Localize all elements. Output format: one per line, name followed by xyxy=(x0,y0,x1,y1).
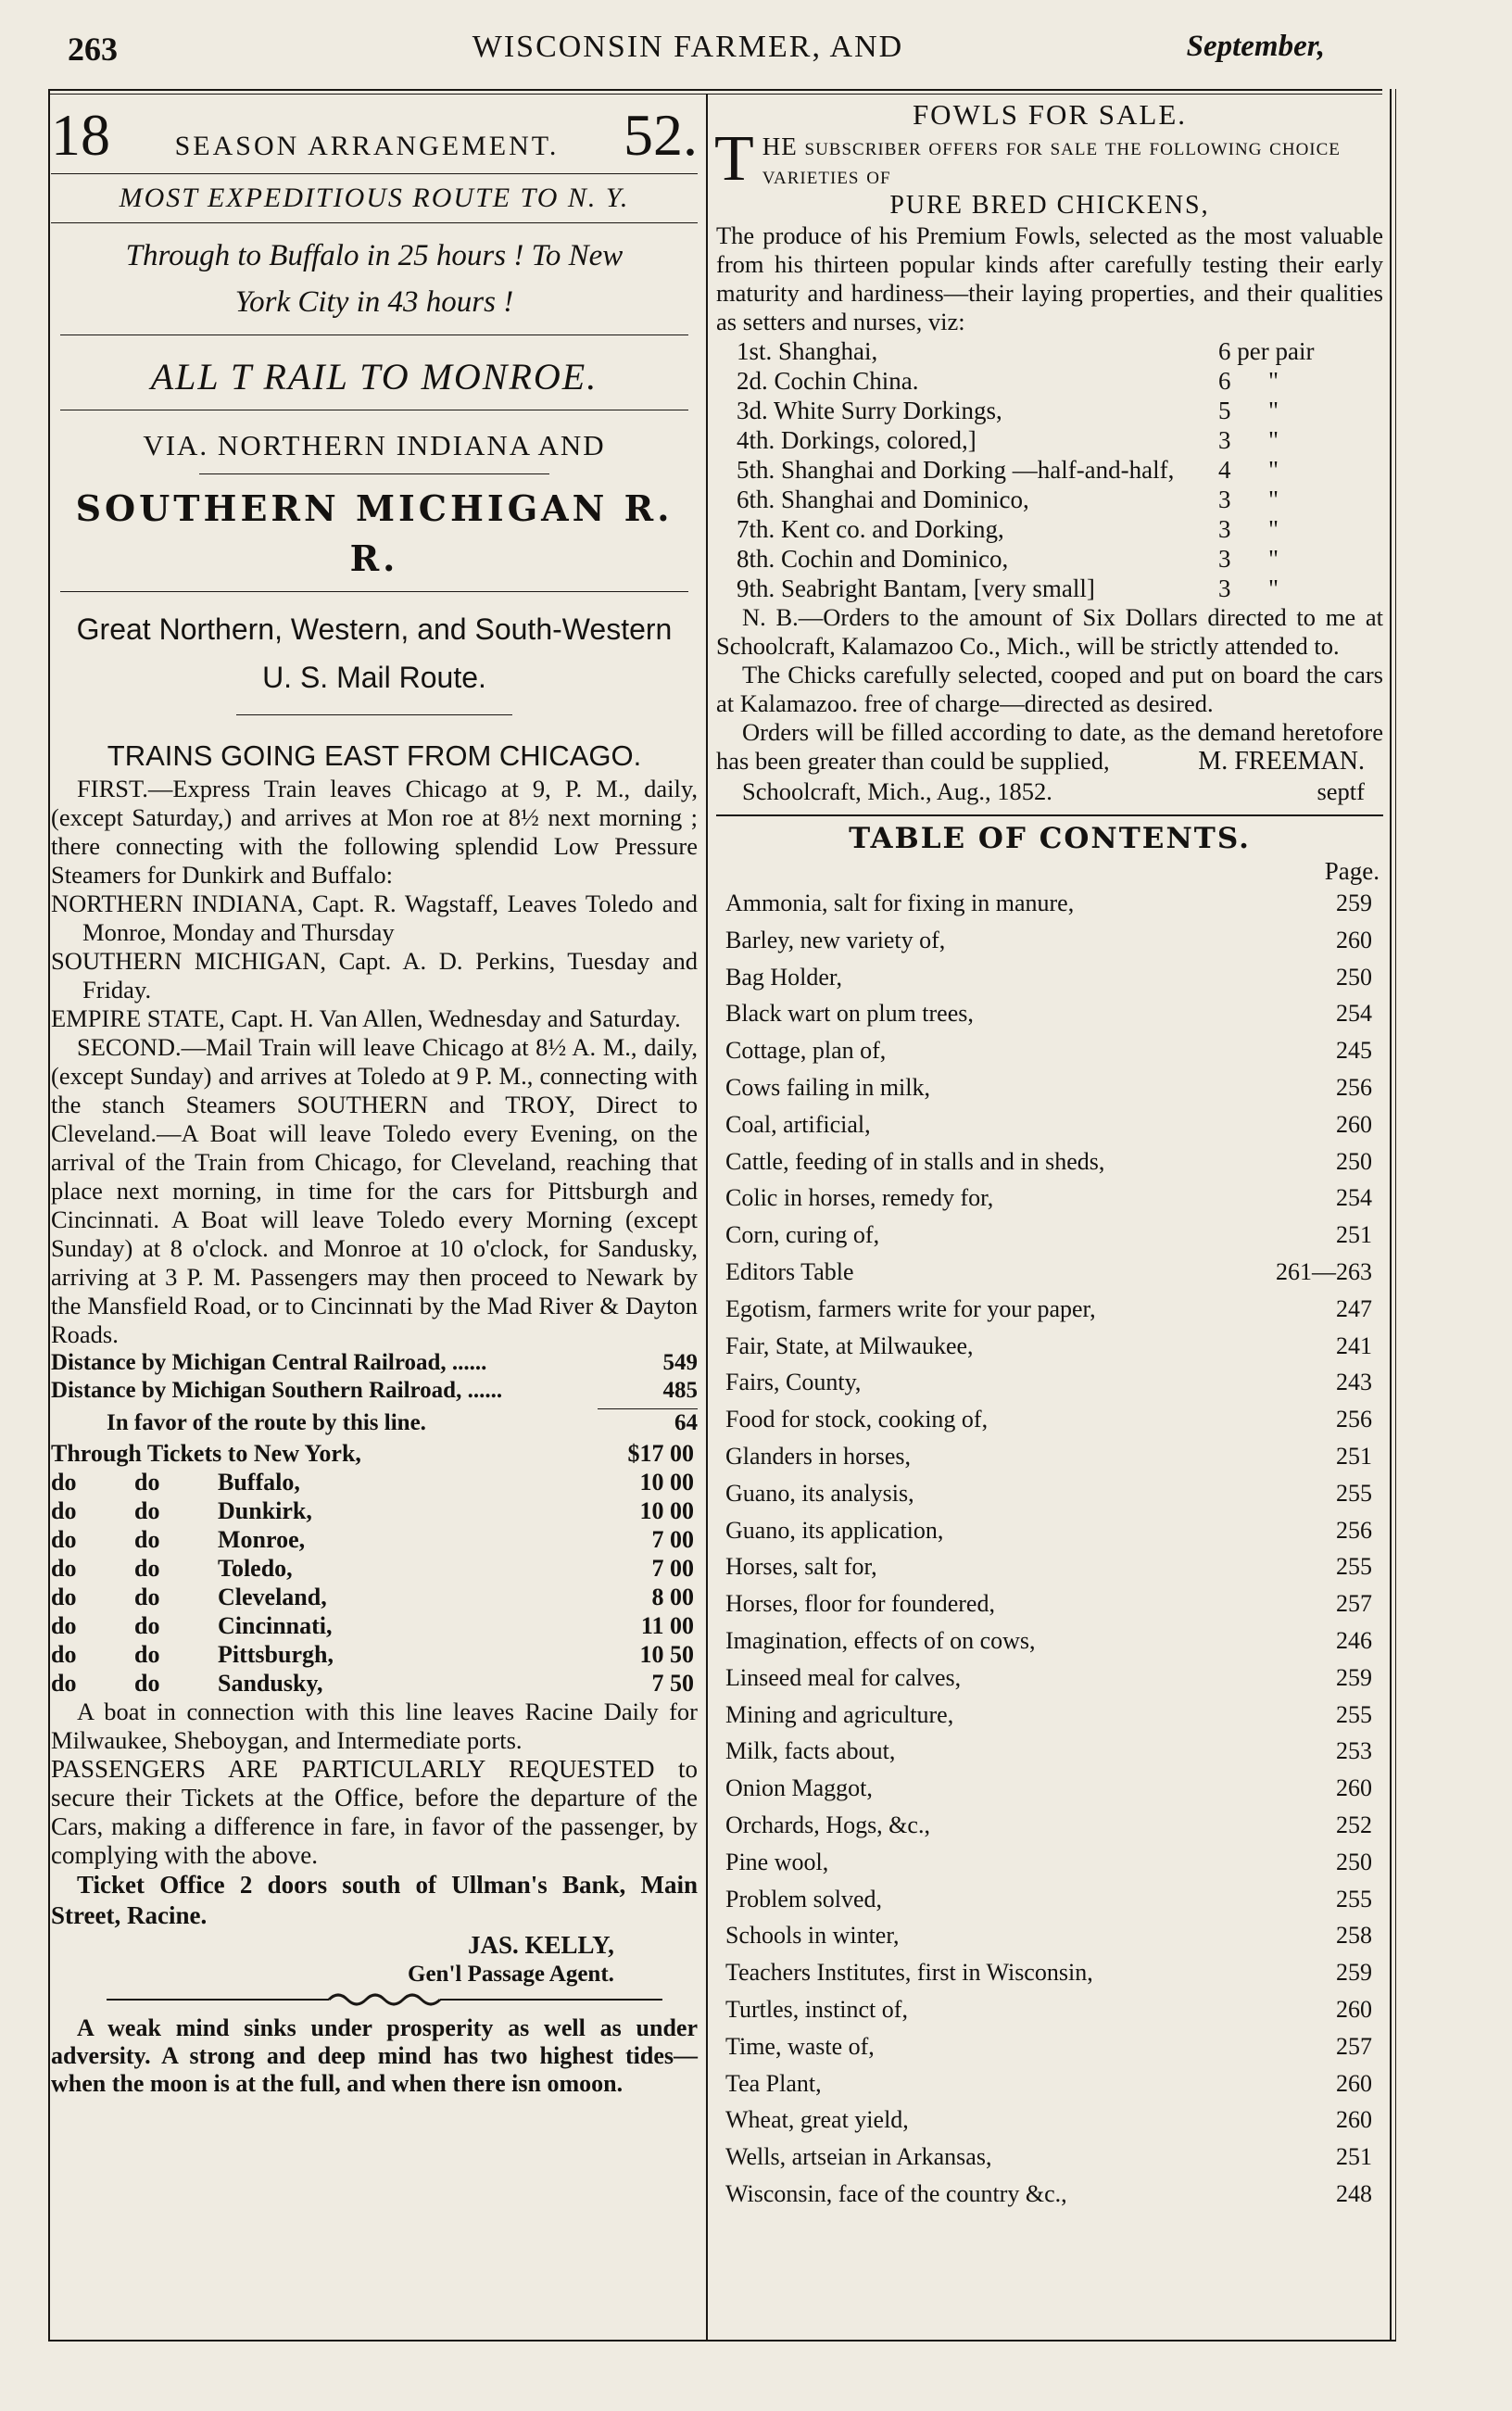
toc-entry-title: Fairs, County, xyxy=(725,1369,862,1396)
column-divider xyxy=(706,94,708,2341)
fare-ditto: do xyxy=(51,1670,77,1697)
fare-ditto: do xyxy=(51,1641,77,1668)
toc-entry-title: Bag Holder, xyxy=(725,963,843,991)
toc-entry xyxy=(725,1770,1372,1807)
fare-ditto: do xyxy=(134,1584,160,1610)
toc-entry xyxy=(725,1106,1372,1143)
toc-entry-page: 250 xyxy=(1336,963,1372,991)
chicken-variety: 6th. Shanghai and Dominico, xyxy=(737,486,1029,513)
left-border xyxy=(48,89,50,2341)
chicken-variety: 1st. Shanghai, xyxy=(737,337,878,365)
chicken-variety: 4th. Dorkings, colored,] xyxy=(737,426,976,454)
toc-entry-page: 251 xyxy=(1336,1442,1372,1470)
dateline-code: septf xyxy=(1317,777,1365,805)
via-line: VIA. NORTHERN INDIANA AND xyxy=(143,429,606,461)
chicken-row xyxy=(737,396,1383,425)
fare-row xyxy=(51,1496,698,1525)
chicken-price: 3 " xyxy=(1218,574,1279,602)
drop-cap: T xyxy=(714,123,755,195)
chicken-row xyxy=(737,544,1383,574)
fare-ditto: do xyxy=(134,1469,160,1496)
through-line-2: York City in 43 hours ! xyxy=(234,285,514,319)
chicken-row xyxy=(737,336,1383,366)
toc-entry xyxy=(725,1364,1372,1401)
toc-entry xyxy=(725,1548,1372,1585)
fare-ditto: do xyxy=(134,1612,160,1639)
season-heading: SEASON ARRANGEMENT. xyxy=(174,131,560,161)
orders-paragraph: Orders will be filled according to date, as the demand heretofore has been greater than could be supplied, xyxy=(716,718,1383,775)
toc-entry-page: 247 xyxy=(1336,1294,1372,1322)
ticket-office-line: Ticket Office 2 doors south of Ullman's Bank, Main Street, Racine. xyxy=(51,1871,698,1929)
toc-entry-page: 251 xyxy=(1336,2143,1372,2171)
fares-table xyxy=(51,1439,698,1698)
toc-entry xyxy=(725,885,1372,922)
toc-entry-title: Mining and agriculture, xyxy=(725,1700,954,1728)
fare-row xyxy=(51,1640,698,1669)
issue-month: September, xyxy=(1186,30,1325,63)
toc-entry-title: Guano, its analysis, xyxy=(725,1479,914,1507)
top-rule xyxy=(48,89,1382,91)
fowls-heading: FOWLS FOR SALE. xyxy=(912,98,1188,131)
toc-entry-title: Teachers Institutes, first in Wisconsin, xyxy=(725,1959,1093,1987)
divider xyxy=(51,173,698,174)
toc-entry-title: Orchards, Hogs, &c., xyxy=(725,1811,930,1838)
chicken-price: 3 " xyxy=(1218,486,1279,513)
chicken-variety: 3d. White Surry Dorkings, xyxy=(737,397,1002,424)
fowls-intro xyxy=(714,123,1383,195)
toc-entry-page: 250 xyxy=(1336,1848,1372,1875)
toc-entry-title: Problem solved, xyxy=(725,1885,882,1912)
toc-entry-title: Wheat, great yield, xyxy=(725,2106,909,2134)
toc-entry xyxy=(725,2176,1372,2213)
nb-paragraph: N. B.—Orders to the amount of Six Dollars directed to me at Schoolcraft, Kalamazoo Co., Mich., will be strictly attended to. xyxy=(716,603,1383,660)
toc-entry-page: 260 xyxy=(1336,1110,1372,1138)
toc-entry-title: Cattle, feeding of in stalls and in sheds, xyxy=(725,1147,1105,1175)
chicken-row xyxy=(737,485,1383,514)
distance-central-label: Distance by Michigan Central Railroad, ...... xyxy=(51,1350,487,1375)
toc-entry-page: 256 xyxy=(1336,1406,1372,1433)
toc-entry-title: Glanders in horses, xyxy=(725,1442,912,1470)
agent-title: Gen'l Passage Agent. xyxy=(408,1962,614,1987)
chicken-price: 6 per pair xyxy=(1218,337,1315,365)
toc-entry-page: 251 xyxy=(1336,1221,1372,1249)
toc-entry xyxy=(725,1401,1372,1438)
toc-entry-title: Black wart on plum trees, xyxy=(725,1000,974,1028)
fare-amount: 10 00 xyxy=(639,1469,694,1496)
season-line xyxy=(51,101,698,170)
chicken-row xyxy=(737,425,1383,455)
distance-southern-value: 485 xyxy=(662,1378,698,1403)
chicken-row xyxy=(737,514,1383,544)
toc-entry-page: 254 xyxy=(1336,1000,1372,1028)
fare-row xyxy=(51,1554,698,1583)
sum-rule xyxy=(598,1408,698,1409)
toc-entry-title: Pine wool, xyxy=(725,1848,829,1875)
favor-line xyxy=(51,1409,698,1437)
divider xyxy=(60,591,688,592)
toc-entry-page: 260 xyxy=(1336,1774,1372,1802)
chicken-price: 3 " xyxy=(1218,426,1279,454)
chicken-price-list xyxy=(716,336,1383,603)
fare-amount: 11 00 xyxy=(640,1612,694,1639)
maxim-paragraph: A weak mind sinks under prosperity as well as under adversity. A strong and deep mind has two highest tides—when the moon is at the full, and when there isn omoon. xyxy=(51,2014,698,2097)
fowls-and-contents xyxy=(716,97,1383,2213)
toc-entry-title: Cows failing in milk, xyxy=(725,1073,930,1101)
toc-entry xyxy=(725,1844,1372,1881)
distance-central-value: 549 xyxy=(662,1350,698,1375)
toc-list xyxy=(716,885,1383,2213)
season-year-right: 52. xyxy=(624,102,698,168)
chicken-variety: 2d. Cochin China. xyxy=(737,367,919,395)
through-line-1: Through to Buffalo in 25 hours ! To New xyxy=(125,239,624,272)
advertiser-signature: M. FREEMAN. xyxy=(1198,747,1365,776)
distance-central xyxy=(51,1349,698,1377)
fare-ditto: do xyxy=(51,1526,77,1553)
fare-destination: Buffalo, xyxy=(218,1469,300,1496)
toc-entry-page: 260 xyxy=(1336,1995,1372,2023)
toc-entry-page: 259 xyxy=(1336,1663,1372,1691)
wavy-divider-ornament xyxy=(51,1990,698,2009)
chicken-row xyxy=(737,455,1383,485)
fare-amount: $17 00 xyxy=(627,1440,694,1467)
toc-top-rule xyxy=(716,814,1383,816)
fare-ditto: do xyxy=(134,1641,160,1668)
fare-destination: Monroe, xyxy=(218,1526,306,1553)
toc-entry xyxy=(725,1660,1372,1697)
page-header xyxy=(51,28,1325,74)
toc-entry-page: 253 xyxy=(1336,1737,1372,1765)
toc-entry-title: Coal, artificial, xyxy=(725,1110,871,1138)
toc-entry-page: 255 xyxy=(1336,1700,1372,1728)
agent-name: JAS. KELLY, xyxy=(468,1931,614,1959)
fare-destination: Toledo, xyxy=(218,1555,293,1582)
intro-text: HE subscriber offers for sale the following choice varieties of xyxy=(762,133,1341,189)
steamer-northern-indiana: NORTHERN INDIANA, Capt. R. Wagstaff, Leaves Toledo and Monroe, Monday and Thursday xyxy=(51,890,698,946)
dateline-place: Schoolcraft, Mich., Aug., 1852. xyxy=(742,777,1052,805)
toc-entry-page: 241 xyxy=(1336,1332,1372,1359)
toc-entry xyxy=(725,2102,1372,2139)
rail-line: ALL T RAIL TO MONROE. xyxy=(150,356,598,398)
passengers-notice: PASSENGERS ARE PARTICULARLY REQUESTED to secure their Tickets at the Office, before the departure of the Cars, making a difference in fare, in favor of the passenger, by complying with the above. xyxy=(51,1755,698,1869)
toc-entry-page: 260 xyxy=(1336,926,1372,953)
fare-ditto: do xyxy=(51,1555,77,1582)
toc-entry-title: Linseed meal for calves, xyxy=(725,1663,962,1691)
toc-entry-title: Corn, curing of, xyxy=(725,1221,880,1249)
chicks-paragraph: The Chicks carefully selected, cooped and put on board the cars at Kalamazoo. free of charge—directed as desired. xyxy=(716,661,1383,717)
route-line: MOST EXPEDITIOUS ROUTE TO N. Y. xyxy=(119,183,630,213)
chicken-price: 6 " xyxy=(1218,367,1279,395)
toc-entry xyxy=(725,1254,1372,1291)
right-border-thin xyxy=(1395,89,1396,2341)
toc-entry xyxy=(725,1032,1372,1069)
toc-entry-page: 243 xyxy=(1336,1369,1372,1396)
toc-entry-page: 246 xyxy=(1336,1626,1372,1654)
toc-entry xyxy=(725,1328,1372,1365)
favor-value: 64 xyxy=(674,1410,698,1435)
toc-entry-page: 255 xyxy=(1336,1885,1372,1912)
toc-entry xyxy=(725,2065,1372,2102)
toc-entry-page: 256 xyxy=(1336,1073,1372,1101)
chicken-row xyxy=(737,574,1383,603)
distance-southern-label: Distance by Michigan Southern Railroad, ...... xyxy=(51,1378,503,1403)
page-number: 263 xyxy=(68,31,118,68)
toc-entry-title: Schools in winter, xyxy=(725,1922,900,1950)
railroad-advertisement xyxy=(51,97,698,2098)
first-train-paragraph: FIRST.—Express Train leaves Chicago at 9, P. M., daily, (except Saturday,) and arrives at Mon roe at 8½ next morning ; there connecting with the following splendid Low Pressure Steamers for Dunkirk and Buffalo: xyxy=(51,775,698,889)
pure-bred-heading: PURE BRED CHICKENS, xyxy=(889,191,1210,220)
steamer-empire-state: EMPIRE STATE, Capt. H. Van Allen, Wednesday and Saturday. xyxy=(51,1004,681,1032)
top-rule-thin xyxy=(48,94,1382,95)
dateline xyxy=(716,776,1383,807)
toc-entry xyxy=(725,1069,1372,1106)
chicken-price: 4 " xyxy=(1218,456,1279,484)
toc-entry-page: 259 xyxy=(1336,1959,1372,1987)
fare-row xyxy=(51,1468,698,1496)
toc-entry xyxy=(725,959,1372,996)
toc-entry xyxy=(725,1622,1372,1660)
fare-row xyxy=(51,1669,698,1698)
fare-amount: 7 50 xyxy=(651,1670,694,1697)
fare-ditto: do xyxy=(51,1612,77,1639)
toc-entry-page: 250 xyxy=(1336,1147,1372,1175)
toc-entry xyxy=(725,1217,1372,1254)
fare-row xyxy=(51,1525,698,1554)
toc-entry-page: 257 xyxy=(1336,2032,1372,2060)
chicken-price: 3 " xyxy=(1218,515,1279,543)
toc-entry xyxy=(725,1512,1372,1549)
chicken-variety: 5th. Shanghai and Dorking —half-and-half, xyxy=(737,456,1175,484)
fare-amount: 10 00 xyxy=(639,1497,694,1524)
fare-ditto: do xyxy=(134,1497,160,1524)
fare-destination: Pittsburgh, xyxy=(218,1641,334,1668)
toc-entry-page: 255 xyxy=(1336,1479,1372,1507)
chicken-price: 3 " xyxy=(1218,545,1279,573)
toc-entry xyxy=(725,995,1372,1032)
toc-entry-title: Editors Table xyxy=(725,1257,854,1285)
toc-page-label: Page. xyxy=(1324,857,1380,885)
toc-entry-title: Horses, salt for, xyxy=(725,1553,877,1581)
fare-amount: 7 00 xyxy=(651,1526,694,1553)
toc-entry xyxy=(725,1180,1372,1217)
racine-boat-paragraph: A boat in connection with this line leaves Racine Daily for Milwaukee, Sheboygan, and Intermediate ports. xyxy=(51,1698,698,1754)
fare-destination: Sandusky, xyxy=(218,1670,323,1697)
toc-entry xyxy=(725,1585,1372,1622)
toc-heading: TABLE OF CONTENTS. xyxy=(849,822,1251,855)
toc-entry-title: Tea Plant, xyxy=(725,2069,822,2097)
toc-entry-title: Barley, new variety of, xyxy=(725,926,946,953)
toc-entry-page: 259 xyxy=(1336,890,1372,916)
divider xyxy=(51,222,698,223)
toc-entry-title: Egotism, farmers write for your paper, xyxy=(725,1294,1096,1322)
toc-entry-title: Horses, floor for foundered, xyxy=(725,1590,995,1618)
mail-route-line-1: Great Northern, Western, and South-Western xyxy=(76,612,673,646)
toc-entry-title: Food for stock, cooking of, xyxy=(725,1406,989,1433)
fare-ditto: do xyxy=(51,1497,77,1524)
toc-entry-title: Onion Maggot, xyxy=(725,1774,873,1802)
toc-entry xyxy=(725,2139,1372,2176)
toc-entry xyxy=(725,1733,1372,1770)
divider xyxy=(236,714,512,715)
toc-entry-page: 257 xyxy=(1336,1590,1372,1618)
toc-entry-page: 260 xyxy=(1336,2069,1372,2097)
trains-heading: TRAINS GOING EAST FROM CHICAGO. xyxy=(107,739,642,772)
toc-entry xyxy=(725,1881,1372,1918)
toc-entry-page: 258 xyxy=(1336,1922,1372,1950)
toc-entry-page: 255 xyxy=(1336,1553,1372,1581)
toc-entry-title: Guano, its application, xyxy=(725,1516,944,1544)
bottom-rule xyxy=(48,2340,1396,2342)
fare-destination: Cincinnati, xyxy=(218,1612,333,1639)
toc-entry-title: Wells, artseian in Arkansas, xyxy=(725,2143,992,2171)
toc-entry-title: Imagination, effects of on cows, xyxy=(725,1626,1036,1654)
toc-entry xyxy=(725,1291,1372,1328)
chicken-row xyxy=(737,366,1383,396)
fare-destination: Cleveland, xyxy=(218,1584,327,1610)
chicken-price: 5 " xyxy=(1218,397,1279,424)
produce-paragraph: The produce of his Premium Fowls, selected as the most valuable from his thirteen popular kinds after carefully testing their early maturity and hardiness—their laying properties, and their qualities as setters and nurses, viz: xyxy=(716,221,1383,335)
toc-entry-page: 254 xyxy=(1336,1184,1372,1212)
toc-entry xyxy=(725,1807,1372,1844)
toc-entry-title: Milk, facts about, xyxy=(725,1737,896,1765)
toc-entry-title: Colic in horses, remedy for, xyxy=(725,1184,994,1212)
fare-route: Through Tickets to New York, xyxy=(51,1440,361,1467)
toc-entry-title: Ammonia, salt for fixing in manure, xyxy=(725,890,1075,916)
fare-ditto: do xyxy=(51,1469,77,1496)
toc-entry-page: 256 xyxy=(1336,1516,1372,1544)
fare-destination: Dunkirk, xyxy=(218,1497,312,1524)
toc-entry xyxy=(725,1475,1372,1512)
toc-entry xyxy=(725,1697,1372,1734)
toc-entry xyxy=(725,2028,1372,2065)
mail-route-line-2: U. S. Mail Route. xyxy=(262,661,486,694)
toc-entry-title: Time, waste of, xyxy=(725,2032,875,2060)
toc-entry xyxy=(725,1143,1372,1180)
fare-ditto: do xyxy=(134,1670,160,1697)
steamer-southern-michigan: SOUTHERN MICHIGAN, Capt. A. D. Perkins, Tuesday and Friday. xyxy=(51,947,698,1004)
toc-entry xyxy=(725,1438,1372,1475)
toc-entry xyxy=(725,1954,1372,1991)
fare-ditto: do xyxy=(134,1555,160,1582)
toc-entry-page: 261—263 xyxy=(1276,1257,1372,1285)
fare-amount: 7 00 xyxy=(651,1555,694,1582)
fare-ditto: do xyxy=(51,1584,77,1610)
fare-ditto: do xyxy=(134,1526,160,1553)
second-train-paragraph: SECOND.—Mail Train will leave Chicago at 8½ A. M., daily, (except Sunday) and arrives at Toledo at 9 P. M., connecting with the stanch Steamers SOUTHERN and TROY, Direct to Cleveland.—A Boat will leave Toledo every Evening, on the arrival of the Train from Chicago, for Cleveland, reaching that place next morning, in time for the cars for Pittsburgh and Cincinnati. A Boat will leave Toledo every Morning (except Sunday) at 8 o'clock. and Monroe at 10 o'clock, for Sandusky, arriving at 3 P. M. Passengers may then proceed to Newark by the Mansfield Road, or to Cincinnati by the Mad River & Dayton Roads. xyxy=(51,1033,698,1348)
masthead-title: WISCONSIN FARMER, AND xyxy=(472,30,904,64)
fare-amount: 10 50 xyxy=(639,1641,694,1668)
fare-amount: 8 00 xyxy=(651,1584,694,1610)
toc-entry-page: 260 xyxy=(1336,2106,1372,2134)
fare-row xyxy=(51,1583,698,1611)
toc-entry-page: 248 xyxy=(1336,2179,1372,2207)
fare-row xyxy=(51,1439,698,1468)
season-year-left: 18 xyxy=(51,102,110,168)
right-border xyxy=(1390,89,1392,2341)
toc-entry-title: Fair, State, at Milwaukee, xyxy=(725,1332,974,1359)
toc-entry xyxy=(725,1917,1372,1954)
chicken-variety: 7th. Kent co. and Dorking, xyxy=(737,515,1004,543)
chicken-variety: 9th. Seabright Bantam, [very small] xyxy=(737,574,1095,602)
toc-entry-page: 245 xyxy=(1336,1037,1372,1065)
toc-entry xyxy=(725,922,1372,959)
toc-entry-title: Cottage, plan of, xyxy=(725,1037,887,1065)
fare-row xyxy=(51,1611,698,1640)
distance-southern xyxy=(51,1377,698,1405)
toc-entry-title: Wisconsin, face of the country &c., xyxy=(725,2179,1067,2207)
railroad-name: SOUTHERN MICHIGAN R. R. xyxy=(75,487,674,579)
toc-entry xyxy=(725,1991,1372,2028)
toc-entry-title: Turtles, instinct of, xyxy=(725,1995,908,2023)
divider xyxy=(199,473,549,474)
toc-entry-page: 252 xyxy=(1336,1811,1372,1838)
favor-label: In favor of the route by this line. xyxy=(107,1410,426,1435)
chicken-variety: 8th. Cochin and Dominico, xyxy=(737,545,1009,573)
